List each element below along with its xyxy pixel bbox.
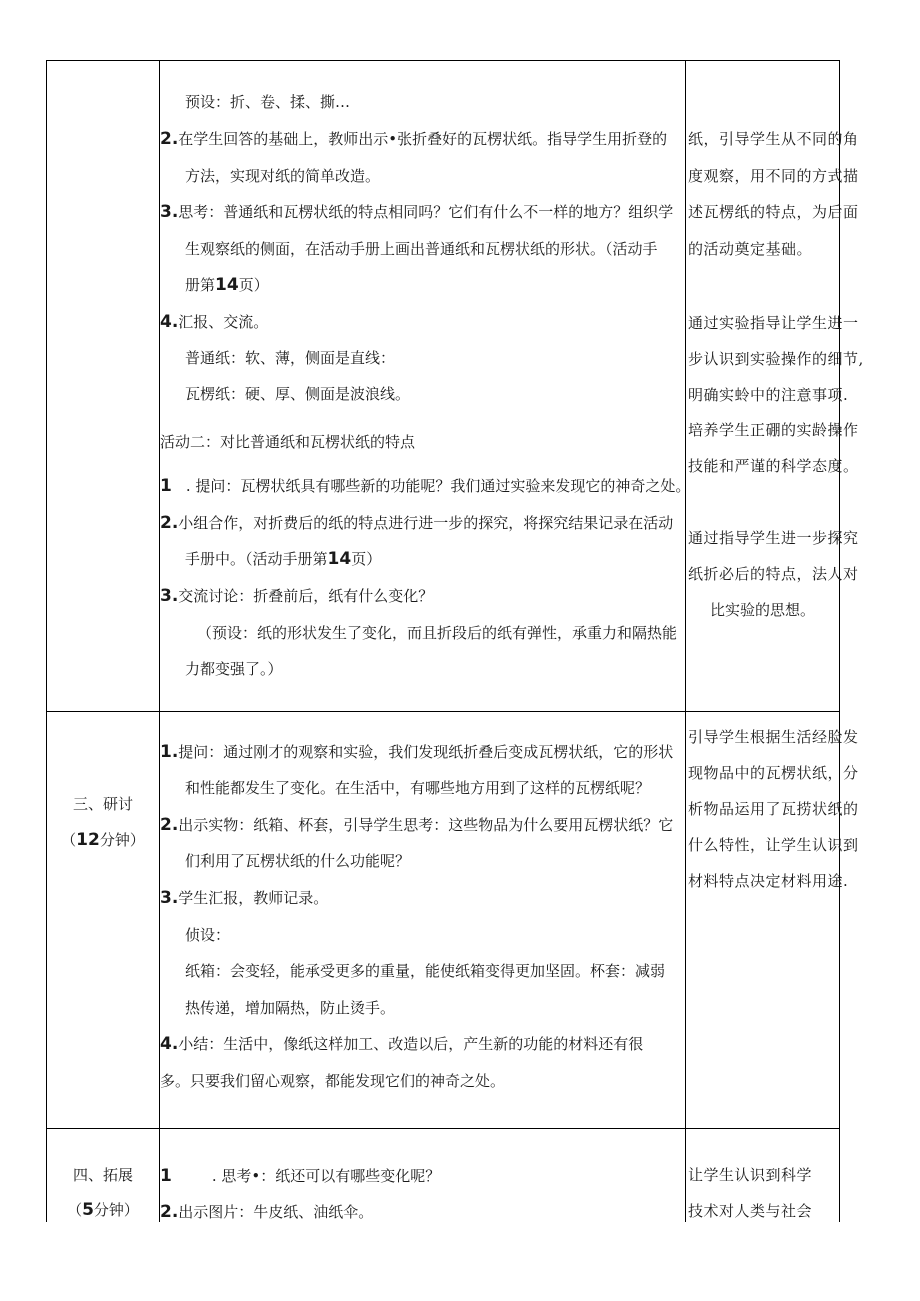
content-line: 1 . 思考•：纸还可以有哪些变化呢？ [160, 1166, 441, 1186]
note-line: 的活动奠定基础。 [688, 240, 813, 258]
note-line: 度观察，用不同的方式描 [688, 167, 859, 185]
note-line: 技术对人类与社会 [688, 1202, 813, 1220]
note-line: 引导学生根据生活经脸发 [688, 728, 859, 746]
note-line: 什么特性，让学生认识到 [688, 836, 859, 854]
section-three-title: 三、研讨 [72, 795, 133, 813]
content-line: 预设：折、卷、揉、撕… [185, 93, 351, 111]
content-line: 方法，实现对纸的简单改造。 [185, 167, 381, 185]
content-line: 手册中。（活动手册第14页） [185, 549, 382, 569]
table-top-border [46, 60, 840, 61]
note-line: 材料特点决定材料用途. [688, 872, 849, 890]
note-line: 比实验的思想。 [709, 601, 815, 619]
column-divider-2 [685, 60, 686, 1222]
note-line: 明确实蛉中的注意事项. [688, 386, 849, 404]
content-line: 4.小结：生活中，像纸这样加工、改造以后，产生新的功能的材料还有很 [160, 1034, 644, 1054]
content-line: 2.出示图片：牛皮纸、油纸伞。 [160, 1202, 374, 1222]
content-line: 2.小组合作，对折费后的纸的特点进行进一步的探究，将探究结果记录在活动 [160, 513, 674, 533]
content-line: 3.交流讨论：折叠前后，纸有什么变化？ [160, 586, 434, 606]
row-divider-1 [46, 711, 840, 712]
note-line: 技能和严谨的科学态度。 [688, 457, 859, 475]
content-line: 3.学生汇报，教师记录。 [160, 888, 329, 908]
content-line: 多。只要我们留心观察，都能发现它们的神奇之处。 [160, 1072, 506, 1090]
content-line: 1 . 提问：瓦楞状纸具有哪些新的功能呢？我们通过实验来发现它的神奇之处。 [160, 476, 691, 496]
row-divider-2 [46, 1128, 840, 1129]
content-line: 力都变强了。） [185, 660, 283, 678]
note-line: 通过指导学生进一步探究 [688, 529, 859, 547]
content-line: 们利用了瓦楞状纸的什么功能呢？ [185, 852, 411, 870]
note-line: 步认识到实验操作的细节, [688, 350, 864, 368]
content-line: 4.汇报、交流。 [160, 312, 269, 332]
section-three-time: （12分钟） [61, 830, 145, 850]
activity-heading: 活动二：对比普通纸和瓦楞状纸的特点 [160, 433, 416, 451]
content-line: 册第14页） [185, 275, 269, 295]
content-line: 瓦楞纸：硬、厚、侧面是波浪线。 [185, 385, 411, 403]
content-line: 普通纸：软、薄，侧面是直线： [185, 349, 396, 367]
content-line: 2.出示实物：纸箱、杯套，引导学生思考：这些物品为什么要用瓦楞状纸？它 [160, 815, 674, 835]
table-left-border [46, 60, 47, 1222]
table-right-border [839, 60, 840, 1222]
content-line: （预设：纸的形状发生了变化，而且折段后的纸有弹性，承重力和隔热能 [197, 624, 678, 642]
note-line: 述瓦楞纸的特点，为后面 [688, 203, 859, 221]
content-line: 1.提问：通过刚才的观察和实验，我们发现纸折叠后变成瓦楞状纸，它的形状 [160, 742, 674, 762]
section-four-title: 四、拓展 [72, 1166, 133, 1184]
note-line: 通过实验指导让学生进一 [688, 314, 859, 332]
content-line: 和性能都发生了变化。在生活中，有哪些地方用到了这样的瓦楞纸呢？ [185, 779, 651, 797]
content-line: 2.在学生回答的基础上，教师出示•张折叠好的瓦楞状纸。指导学生用折登的 [160, 129, 668, 149]
content-line: 生观察纸的侧面，在活动手册上画出普通纸和瓦楞状纸的形状。（活动手 [185, 240, 658, 258]
note-line: 纸，引导学生从不同的角 [688, 130, 859, 148]
content-line: 热传递，增加隔热，防止烫手。 [185, 999, 396, 1017]
note-line: 现物品中的瓦楞状纸，分 [688, 764, 859, 782]
note-line: 培养学生正硼的实龄操作 [688, 421, 859, 439]
content-line: 3.思考：普通纸和瓦楞状纸的特点相同吗？它们有什么不一样的地方？组织学 [160, 202, 674, 222]
content-line: 纸箱：会变轻，能承受更多的重量，能使纸箱变得更加坚固。杯套：减弱 [185, 962, 666, 980]
section-four-time: （5分钟） [67, 1200, 139, 1220]
note-line: 析物品运用了瓦捞状纸的 [688, 800, 859, 818]
note-line: 让学生认识到科学 [688, 1166, 813, 1184]
content-line: 侦设： [185, 926, 231, 944]
note-line: 纸折必后的特点，法人对 [688, 565, 859, 583]
